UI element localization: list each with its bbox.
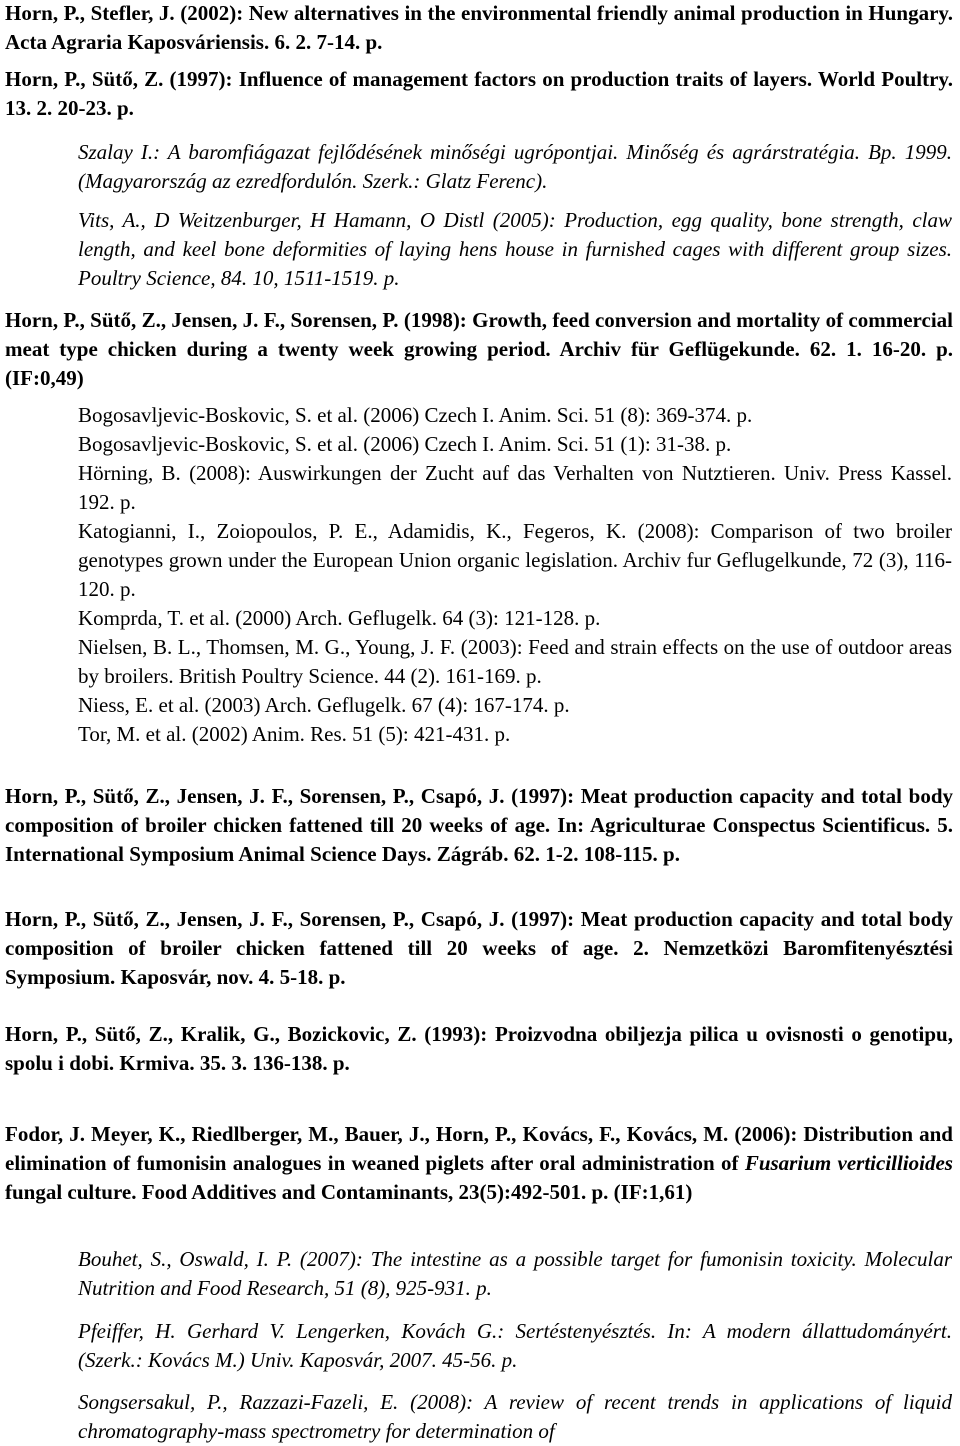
citing-reference-entry: Bogosavljevic-Boskovic, S. et al. (2006) Czech I. Anim. Sci. 51 (1): 31-38. p. (78, 432, 732, 456)
reference-entry: Horn, P., Sütő, Z., Kralik, G., Bozickovic, Z. (1993): Proizvodna obiljezja pilica u ovisnosti o genotipu, spolu i dobi. Krmiva. 35. 3. 136-138. p. (5, 1022, 953, 1075)
reference-text: Fodor, J. Meyer, K., Riedlberger, M., Bauer, J., Horn, P., Kovács, F., Kovács, M. (2006): Distribution and elimination of fumonisin analogues in weaned piglets after oral administration of (5, 1122, 953, 1175)
citing-reference-entry: Bouhet, S., Oswald, I. P. (2007): The intestine as a possible target for fumonisin toxicity. Molecular Nutrition and Food Research, 51 (8), 925-931. p. (78, 1247, 952, 1300)
citing-reference-entry: Vits, A., D Weitzenburger, H Hamann, O Distl (2005): Production, egg quality, bone strength, claw length, and keel bone deformities of laying hens house in furnished cages with different group sizes. Poultry Science, 84. 10, 1511-1519. p. (78, 208, 952, 290)
reference-entry: Horn, P., Sütő, Z., Jensen, J. F., Sorensen, P. (1998): Growth, feed conversion and mortality of commercial meat type chicken during a twenty week growing period. Archiv für Geflügekunde. 62. 1. 16-20. p. (IF:0,49) (5, 308, 953, 390)
citing-reference-entry: Katogianni, I., Zoiopoulos, P. E., Adamidis, K., Fegeros, K. (2008): Comparison of two broiler genotypes grown under the European Union organic legislation. Archiv fur Geflugelkunde, 72 (3), 116-120. p. (78, 519, 952, 601)
citing-reference-entry: Szalay I.: A baromfiágazat fejlődésének minőségi ugrópontjai. Minőség és agrárstratégia. Bp. 1999. (Magyarország az ezredfordulón. Szerk.: Glatz Ferenc). (78, 140, 952, 193)
reference-entry (5, 1120, 953, 1207)
reference-text: fungal culture. Food Additives and Contaminants, 23(5):492-501. p. (IF:1,61) (5, 1180, 693, 1204)
species-name: Fusarium verticillioides (744, 1151, 953, 1175)
reference-entry: Horn, P., Sütő, Z., Jensen, J. F., Sorensen, P., Csapó, J. (1997): Meat production capacity and total body composition of broiler chicken fattened till 20 weeks of age. In: Agriculturae Conspectus Scientificus. 5. International Symposium Animal Science Days. Zágráb. 62. 1-2. 108-115. p. (5, 784, 953, 866)
citing-reference-entry: Songsersakul, P., Razzazi-Fazeli, E. (2008): A review of recent trends in applications of liquid chromatography-mass spectrometry for determination of (78, 1390, 952, 1443)
citing-reference-entry: Nielsen, B. L., Thomsen, M. G., Young, J. F. (2003): Feed and strain effects on the use of outdoor areas by broilers. British Poultry Science. 44 (2). 161-169. p. (78, 635, 952, 688)
citing-reference-entry: Tor, M. et al. (2002) Anim. Res. 51 (5): 421-431. p. (78, 722, 511, 746)
citing-reference-entry: Niess, E. et al. (2003) Arch. Geflugelk. 67 (4): 167-174. p. (78, 693, 570, 717)
reference-entry: Horn, P., Stefler, J. (2002): New alternatives in the environmental friendly animal production in Hungary. Acta Agraria Kaposváriensis. 6. 2. 7-14. p. (5, 1, 953, 54)
reference-entry: Horn, P., Sütő, Z. (1997): Influence of management factors on production traits of layers. World Poultry. 13. 2. 20-23. p. (5, 67, 953, 120)
citing-reference-entry: Pfeiffer, H. Gerhard V. Lengerken, Kovách G.: Sertéstenyésztés. In: A modern állattudományért. (Szerk.: Kovács M.) Univ. Kaposvár, 2007. 45-56. p. (78, 1319, 952, 1372)
reference-entry: Horn, P., Sütő, Z., Jensen, J. F., Sorensen, P., Csapó, J. (1997): Meat production capacity and total body composition of broiler chicken fattened till 20 weeks of age. 2. Nemzetközi Baromfitenyésztési Symposium. Kaposvár, nov. 4. 5-18. p. (5, 907, 953, 989)
citing-reference-entry: Komprda, T. et al. (2000) Arch. Geflugelk. 64 (3): 121-128. p. (78, 606, 601, 630)
citing-reference-entry: Bogosavljevic-Boskovic, S. et al. (2006) Czech I. Anim. Sci. 51 (8): 369-374. p. (78, 403, 753, 427)
citing-reference-entry: Hörning, B. (2008): Auswirkungen der Zucht auf das Verhalten von Nutztieren. Univ. Press Kassel. 192. p. (78, 461, 952, 514)
